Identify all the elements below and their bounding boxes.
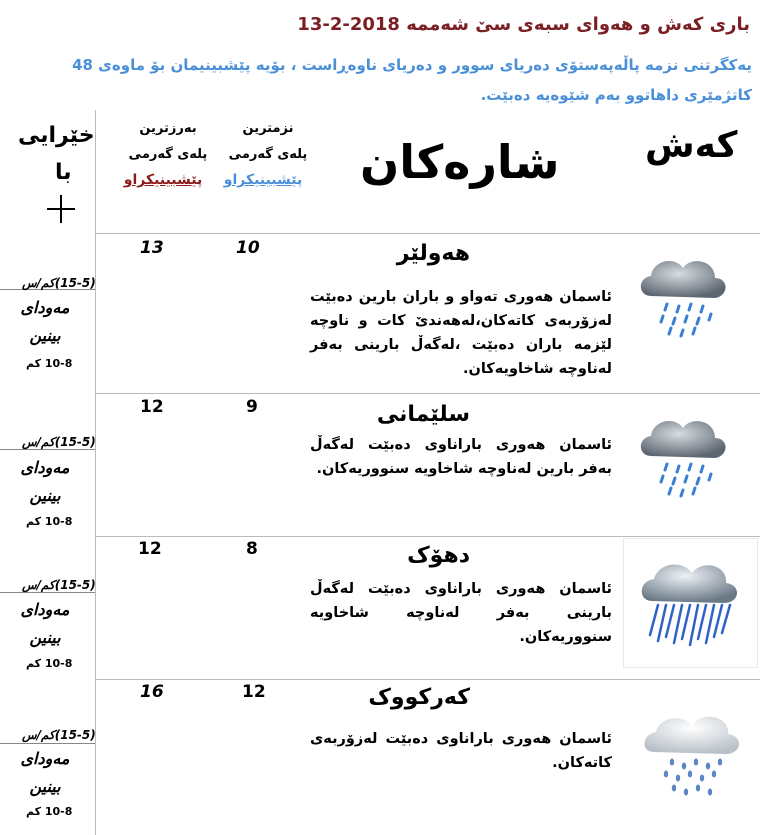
min-temp-value: 12 xyxy=(242,682,266,702)
min-temp-heading-line1: نزمترین xyxy=(242,121,294,136)
wind-speed-heading-line1: خێرایی xyxy=(18,123,95,148)
cloud-heavy-rain-icon xyxy=(636,555,746,651)
wind-speed-value: (15-5)کم/س xyxy=(22,728,96,742)
weather-column-heading: کەش xyxy=(645,125,738,166)
visibility-label: بینین xyxy=(29,628,61,647)
visibility-label: بینین xyxy=(29,777,61,796)
visibility-label: بینین xyxy=(29,326,61,345)
max-temp-heading-line1: بەرزترین xyxy=(139,121,197,136)
min-temp-value: 10 xyxy=(236,238,260,258)
row-divider xyxy=(95,536,760,537)
wind-speed-heading-line2: با xyxy=(55,160,72,185)
min-temp-heading-line3: پێشبینیکراو xyxy=(223,172,303,188)
visibility-label: بینین xyxy=(29,486,61,505)
cloud-rain-icon xyxy=(633,248,731,338)
max-temp-heading-line2: پلەی گەرمی xyxy=(128,147,208,162)
page-subtitle: یەکگرتنی نزمە پاڵەپەستۆی دەریای سوور و دەریای ناوەڕاست ، بۆیە پێشبینیمان بۆ ماوەی 48 کاتژمێری داهاتوو بەم شێوەیە دەبێت. xyxy=(72,56,752,104)
visibility-value: 10-8 کم xyxy=(26,357,73,370)
max-temp-value: 12 xyxy=(140,397,164,417)
wind-speed-value: (15-5)کم/س xyxy=(22,578,96,592)
forecast-description: ئاسمان هەوری باراناوی دەبێت لەزۆربەی کاتەکان. xyxy=(310,731,612,771)
min-temp-heading-line2: پلەی گەرمی xyxy=(228,147,308,162)
cell-divider xyxy=(0,449,95,450)
max-temp-heading-line3: پێشبینیکراو xyxy=(123,172,203,188)
row-divider xyxy=(95,393,760,394)
max-temp-value: 13 xyxy=(140,238,164,258)
max-temp-value: 16 xyxy=(140,682,164,702)
row-divider xyxy=(95,679,760,680)
city-name: کەرکووک xyxy=(368,685,470,710)
plus-icon xyxy=(47,195,75,223)
city-name: هەولێر xyxy=(396,241,470,266)
light-cloud-rain-icon xyxy=(640,700,748,800)
cloud-rain-icon xyxy=(633,408,731,498)
visibility-value: 10-8 کم xyxy=(26,805,73,818)
min-temp-value: 9 xyxy=(246,397,258,417)
row-divider xyxy=(95,233,760,234)
max-temp-value: 12 xyxy=(138,539,162,559)
min-temp-value: 8 xyxy=(246,539,258,559)
visibility-label: مەودای xyxy=(20,749,70,768)
cell-divider xyxy=(0,743,95,744)
forecast-description: ئاسمان هەوری باراناوی دەبێت لەگەڵ بەفر بارین لەناوچە شاخاویە سنووریەکان. xyxy=(310,437,612,477)
forecast-description: ئاسمان هەوری تەواو و باران بارین دەبێت لەزۆربەی کاتەکان،لەهەندێ کات و ناوچە لێزمە باران دەبێت ،لەگەڵ بارینی بەفر لەناوچە شاخاویەکان. xyxy=(306,283,616,391)
visibility-label: مەودای xyxy=(20,600,70,619)
visibility-label: مەودای xyxy=(20,298,70,317)
wind-speed-value: (15-5)کم/س xyxy=(22,435,96,449)
city-name: دهۆک xyxy=(407,543,470,568)
column-divider xyxy=(95,110,96,835)
page-title: باری کەش و هەوای سبەی سێ شەممە 2018-2-13 xyxy=(297,14,750,35)
visibility-label: مەودای xyxy=(20,458,70,477)
wind-speed-value: (15-5)کم/س xyxy=(22,276,96,290)
visibility-value: 10-8 کم xyxy=(26,515,73,528)
cell-divider xyxy=(0,592,95,593)
city-name: سلێمانی xyxy=(376,402,470,427)
cities-column-heading: شارەکان xyxy=(360,135,560,189)
visibility-value: 10-8 کم xyxy=(26,657,73,670)
forecast-description: ئاسمان هەوری باراناوی دەبێت لەگەڵ بارینی بەفر لەناوچە شاخاویە سنووریەکان. xyxy=(310,581,612,645)
